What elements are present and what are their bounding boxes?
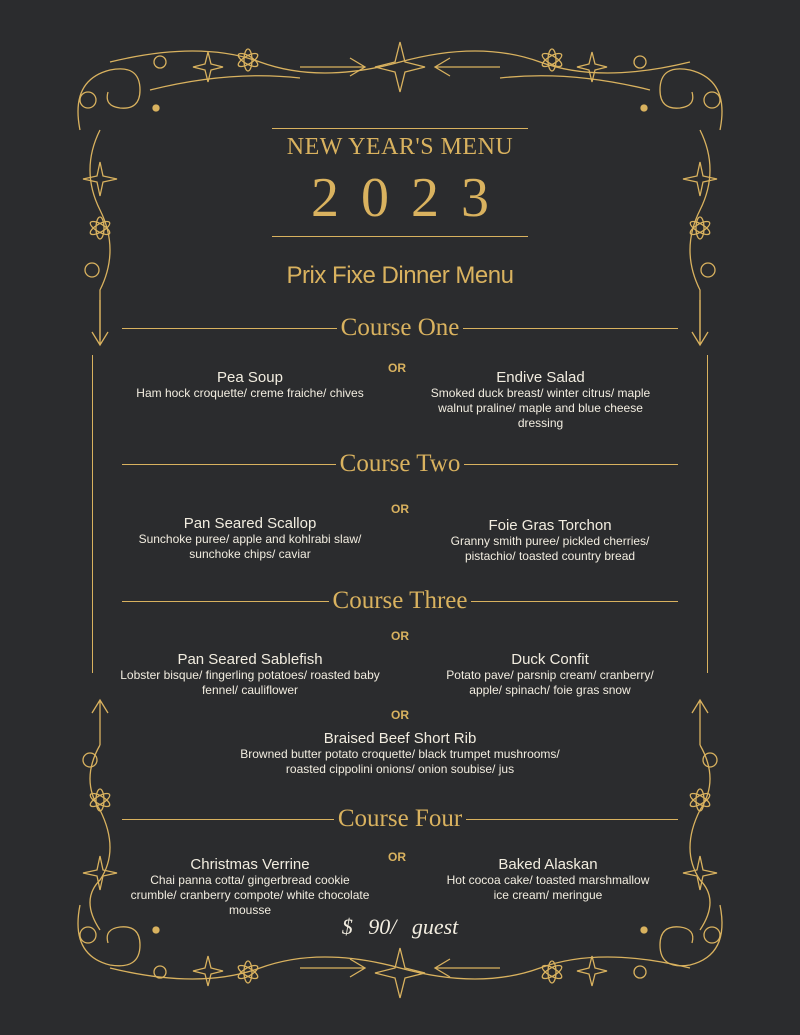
- left-lower-star-icon: [83, 856, 117, 890]
- dish-pan-seared-sablefish: [115, 651, 385, 698]
- dish-description: Ham hock croquette/ creme fraiche/ chives: [136, 386, 364, 400]
- course-label: Course Two: [339, 450, 461, 477]
- or-label: OR: [391, 502, 409, 516]
- left-upper-arrow-icon: [92, 300, 108, 345]
- bottom-right-swirl: [660, 905, 722, 966]
- dish-name: Duck Confit: [511, 651, 589, 668]
- top-right-arrow-icon: [435, 58, 500, 76]
- bottom-left-arrow-icon: [300, 959, 365, 977]
- dish-duck-confit: [430, 651, 670, 698]
- title-bottom-rule: [272, 236, 528, 237]
- left-lower-arrow-icon: [92, 700, 108, 745]
- dish-description: Sunchoke puree/ apple and kohlrabi slaw/ sunchoke chips/ caviar: [138, 532, 362, 561]
- dish-name: Braised Beef Short Rib: [323, 730, 477, 747]
- top-scroll-line-2: [150, 76, 650, 90]
- divider-line: [463, 328, 678, 329]
- dish-description: Browned butter potato croquette/ black trumpet mushrooms/ roasted cippolini onions/ onion soubise/ jus: [240, 747, 560, 776]
- dish-name: Endive Salad: [496, 369, 585, 386]
- right-upper-star-icon: [683, 162, 717, 196]
- dish-description: Chai panna cotta/ gingerbread cookie crumble/ cranberry compote/ white chocolate mousse: [130, 873, 370, 917]
- right-lower-arrow-icon: [692, 700, 708, 745]
- dish-name: Christmas Verrine: [190, 856, 310, 873]
- or-label: OR: [388, 850, 406, 864]
- right-upper-arrow-icon: [692, 300, 708, 345]
- bottom-scroll-line: [110, 957, 690, 979]
- dish-pea-soup: [110, 369, 390, 401]
- menu-subtitle: Prix Fixe Dinner Menu: [286, 262, 514, 289]
- left-side-rule: [92, 355, 93, 673]
- left-lower-vine: [90, 745, 110, 930]
- course-label: Course Three: [332, 587, 468, 614]
- dish-endive-salad: [418, 369, 663, 431]
- divider-line: [464, 464, 678, 465]
- left-upper-star-icon: [83, 162, 117, 196]
- course-label: Course Four: [337, 805, 463, 832]
- dish-braised-beef-short-rib: [228, 730, 572, 777]
- or-label: OR: [391, 708, 409, 722]
- dish-description: Smoked duck breast/ winter citrus/ maple walnut praline/ maple and blue cheese dressing: [430, 386, 651, 430]
- top-right-swirl: [660, 69, 722, 130]
- dish-description: Hot cocoa cake/ toasted marshmallow ice cream/ meringue: [446, 873, 650, 902]
- dish-foie-gras-torchon: [430, 517, 670, 564]
- divider-line: [122, 819, 334, 820]
- course-one-heading: [122, 311, 678, 345]
- top-scroll-line: [110, 51, 690, 73]
- dish-name: Baked Alaskan: [498, 856, 598, 873]
- dish-name: Pea Soup: [217, 369, 283, 386]
- dish-name: Pan Seared Scallop: [183, 515, 317, 532]
- menu-title: NEW YEAR'S MENU: [286, 134, 514, 160]
- or-label: OR: [391, 629, 409, 643]
- dish-description: Granny smith puree/ pickled cherries/ pistachio/ toasted country bread: [450, 534, 650, 563]
- course-three-heading: [122, 584, 678, 618]
- course-four-heading: [122, 802, 678, 836]
- dish-baked-alaskan: [418, 856, 678, 903]
- top-left-swirl: [78, 69, 140, 130]
- title-top-rule: [272, 128, 528, 129]
- price-per-guest: $ 90/ guest: [341, 914, 459, 939]
- divider-line: [122, 328, 337, 329]
- menu-year: 2023: [311, 167, 511, 229]
- right-side-rule: [707, 355, 708, 673]
- dish-pan-seared-scallop: [110, 515, 390, 562]
- right-lower-star-icon: [683, 856, 717, 890]
- course-label: Course One: [340, 314, 460, 341]
- bottom-right-arrow-icon: [435, 959, 500, 977]
- dish-christmas-verrine: [130, 856, 370, 918]
- right-lower-vine: [690, 745, 710, 930]
- bottom-right-star-icon: [577, 956, 607, 986]
- or-label: OR: [388, 361, 406, 375]
- dish-description: Lobster bisque/ fingerling potatoes/ roasted baby fennel/ cauliflower: [120, 668, 380, 697]
- divider-line: [122, 601, 329, 602]
- dish-description: Potato pave/ parsnip cream/ cranberry/ apple/ spinach/ foie gras snow: [446, 668, 654, 697]
- course-two-heading: [122, 447, 678, 481]
- dish-name: Pan Seared Sablefish: [177, 651, 323, 668]
- divider-line: [471, 601, 678, 602]
- dish-name: Foie Gras Torchon: [488, 517, 612, 534]
- bottom-left-star-icon: [193, 956, 223, 986]
- divider-line: [122, 464, 336, 465]
- divider-line: [466, 819, 678, 820]
